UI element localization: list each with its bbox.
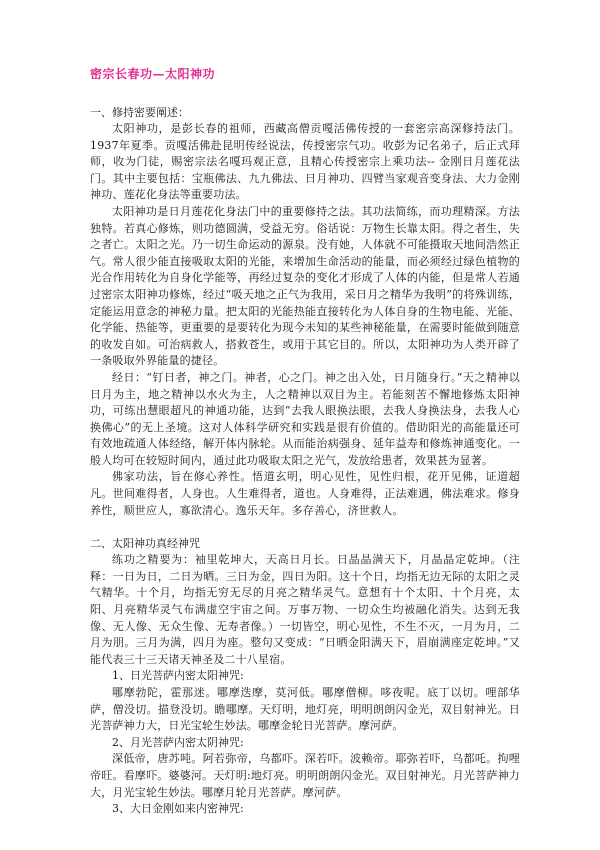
mantra-heading: 1、日光菩萨内密太阳神咒:	[112, 669, 244, 683]
document-title: 密宗长春功—太阳神功	[90, 67, 216, 81]
section-2-heading: 二、太阳神功真经神咒	[90, 537, 200, 551]
section-1-heading: 一、修持密要阐述：	[90, 106, 189, 119]
mantra-text: 哪摩勃陀，霍那迷。哪摩迭摩，莫河低。哪摩僧柳。哆夜呢。底丁以切。哩部华萨，僧没切。描登没切。瞻哪摩。天灯明，地灯亮，明明朗朗闪金光，双目射神光。日光菩萨神力大，日光宝轮生妙法。哪摩金轮日光菩萨。摩河萨。	[90, 686, 520, 733]
section-2-intro: 练功之精要为：袖里乾坤大，天高日月长。日晶晶满天下，月晶晶定乾坤。（注释：一日为日，二日为晒。三日为金，四日为阳。这十个日，均指无边无际的太阳之灵气精华。十个月，均指无穷无尽的月亮之精华灵气。意想有十个太阳、十个月亮，太阳、月亮精华灵气布满虚空宇宙之间。万事万物、一切众生均被融化消失。达到无我像、无人像、无众生像、无寿者像。）一切皆空，明心见性，不生不灭，一月为月，二月为朋。三月为满，四月为座。整句又变成：“日晒金阳满天下，眉崩满座定乾坤。”又能代表三十三天诸天神圣及二十八星宿。	[90, 553, 520, 666]
section-2	[90, 535, 520, 818]
mantra-heading: 3、大日金刚如来内密神咒:	[112, 802, 244, 816]
section-1	[90, 104, 520, 519]
section-1-paragraph: 太阳神功是日月莲花化身法门中的重要修持之法。其功法简练，而功理精深。方法独特。若真心修炼，则功德圆满，受益无穷。俗话说：万物生长靠太阳。得之者生，失之者亡。太阳之光。乃一切生命运动的源泉。没有她，人体就不可能摄取天地间浩然正气。常人很少能直接吸取太阳的光能，来增加生命活动的能量，而必须经过绿色植物的光合作用转化为自身化学能等，再经过复杂的变化才形成了人体的内能，但是常人若通过密宗太阳神功修炼，经过“吸天地之正气为我用，采日月之精华为我明”的将殊训练，定能运用意念的神秘力量。把太阳的光能热能直接转化为人体自身的生物电能、光能、化学能、热能等，更重要的是要转化为现今未知的某些神秘能量，在需要时能做到随意的收发自如。可治病救人，搭救苍生，或用于其它目的。所以，太阳神功为人类开辟了一条吸取外界能量的捷径。	[90, 204, 520, 368]
section-1-paragraph: 佛家功法，旨在修心养性。悟道玄明，明心见性，见性归根，花开见佛，证道超凡。世间难得者，人身也。人生难得者，道也。人身难得，正法难遇，佛法难求。修身养性，顺世应人，寡欲清心。逸乐天年。多存善心，济世救人。	[90, 470, 520, 517]
section-1-paragraph: 太阳神功，是彭长春的祖师，西藏高僧贡嘎活佛传授的一套密宗高深修持法门。1937年夏季。贡嘎活佛赴昆明传经说法，传授密宗气功。收彭为记名弟子，后正式拜师，收为门徒，赐密宗法名嘎玛观正意，且精心传授密宗上乘功法-- 金刚日月莲花法门。其中主要包括：宝瓶佛法、九九佛法、日月神功、四臂当家观音变身法、大力金刚神功、莲花化身法等重要功法。	[90, 122, 520, 202]
mantra-heading: 2、月光菩萨内密太阴神咒:	[112, 735, 244, 749]
section-spacer	[90, 519, 520, 535]
section-1-paragraph: 经日：“钉日者，神之门。神者，心之门。神之出入处，日月随身行。”天之精神以日月为主，地之精神以水火为主，人之精神以双目为主。若能刻苦不懈地修炼太阳神功，可练出慧眼超凡的神通功能，达到“去我人眼换法眼，去我人身换法身，去我人心换佛心”的无上圣境。这对人体科学研究和实践是很有价值的。借助阳光的高能量还可有效地疏通人体经络，解开体内脉轮。从而能治病强身、延年益寿和修炼神通变化。一般人均可在较短时间内，通过此功吸取太阳之光气，发放给患者，效果甚为显著。	[90, 370, 520, 467]
mantra-text: 深低帝，唐苏吨。阿若弥帝，乌都吓。深若吓。波赖帝。耶弥若吓，乌都吒。拘哩帝旺。看摩吓。婆婆河。天灯明:地灯亮。明明朗朗闪金光。双目射神光。月光菩萨神力大，月光宝轮生妙法。哪摩月轮月光菩萨。摩河萨。	[90, 752, 520, 799]
document-page	[90, 66, 520, 818]
